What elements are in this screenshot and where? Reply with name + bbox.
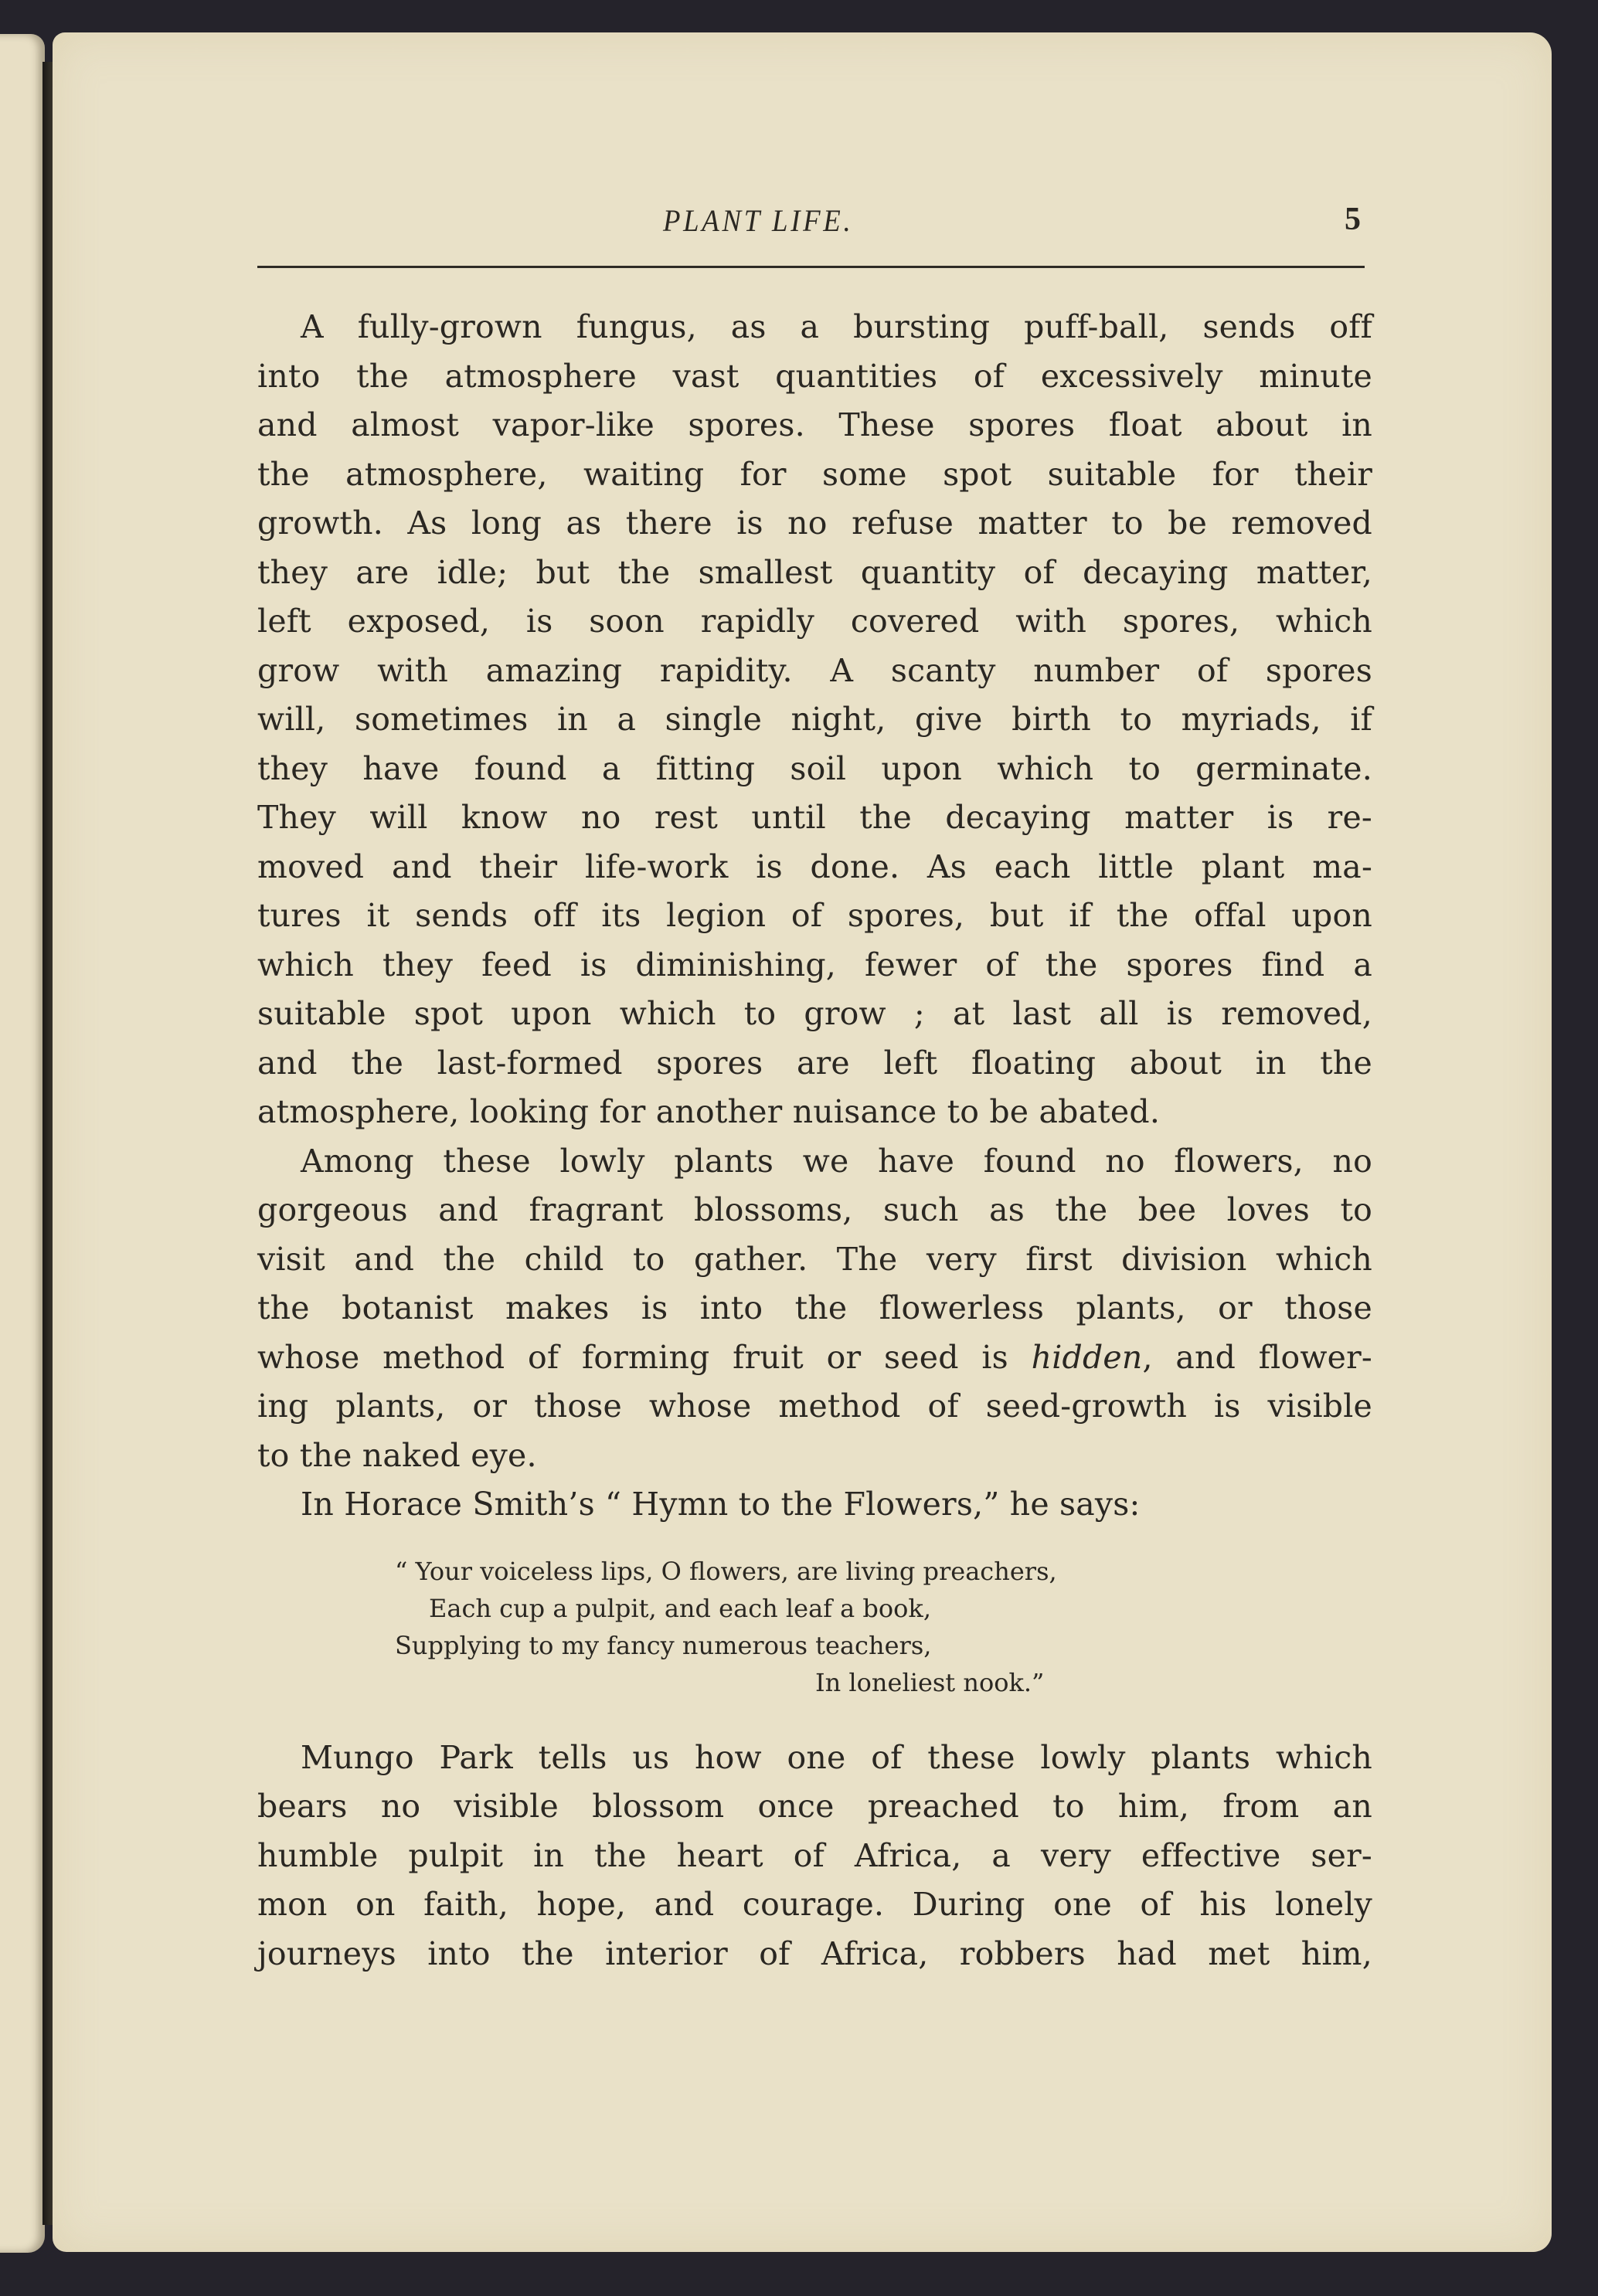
text-segment: , and flower- [1142, 1338, 1372, 1376]
text-line: visit and the child to gather. The very first division which [257, 1240, 1372, 1278]
text-line: ing plants, or those whose method of seed-growth is visible [257, 1387, 1372, 1425]
text-line: They will know no rest until the decaying matter is re- [257, 799, 1372, 836]
poem-quotation [257, 1553, 1372, 1701]
poem-line: “ Your voiceless lips, O flowers, are living preachers, [395, 1556, 1057, 1586]
text-line-with-italic [257, 1333, 1372, 1383]
paragraph-mungo-park [257, 1734, 1372, 1979]
poem-line: In loneliest nook.” [815, 1667, 1045, 1697]
header-rule [257, 266, 1365, 268]
text-line: bears no visible blossom once preached to him, from an [257, 1788, 1372, 1825]
running-head [53, 202, 1552, 256]
text-line: growth. As long as there is no refuse matter to be removed [257, 504, 1372, 542]
text-line: tures it sends off its legion of spores, but if the offal upon [257, 897, 1372, 934]
paragraph-flowerless [257, 1137, 1372, 1481]
text-line: the botanist makes is into the flowerless plants, or those [257, 1289, 1372, 1326]
text-line: journeys into the interior of Africa, robbers had met him, [257, 1934, 1372, 1972]
paragraph-fungus [257, 303, 1372, 1137]
paragraph-horace-smith [257, 1480, 1372, 1530]
text-line: grow with amazing rapidity. A scanty number of spores [257, 651, 1372, 689]
body-text [257, 303, 1372, 1978]
text-line: which they feed is diminishing, fewer of the spores find a [257, 946, 1372, 983]
text-line: Mungo Park tells us how one of these lowly plants which [301, 1738, 1372, 1776]
text-segment: whose method of forming fruit or seed is [257, 1338, 1032, 1376]
previous-page-edge [0, 34, 45, 2253]
text-line: A fully-grown fungus, as a bursting puff-ball, sends off [301, 308, 1372, 345]
text-line: and the last-formed spores are left floating about in the [257, 1044, 1372, 1082]
book-page [53, 32, 1552, 2252]
text-line: they are idle; but the smallest quantity of decaying matter, [257, 553, 1372, 591]
text-line: into the atmosphere vast quantities of excessively minute [257, 357, 1372, 395]
running-title: PLANT LIFE. [663, 203, 854, 238]
text-line: to the naked eye. [257, 1436, 537, 1474]
text-line: mon on faith, hope, and courage. During one of his lonely [257, 1886, 1372, 1923]
text-line: gorgeous and fragrant blossoms, such as the bee loves to [257, 1191, 1372, 1228]
text-line: and almost vapor-like spores. These spores float about in [257, 406, 1372, 443]
italic-word-hidden: hidden [1031, 1338, 1143, 1376]
text-line: humble pulpit in the heart of Africa, a very effective ser- [257, 1836, 1372, 1874]
book-gutter [42, 62, 53, 2225]
text-line: In Horace Smith’s “ Hymn to the Flowers,” he says: [301, 1486, 1141, 1523]
poem-line: Each cup a pulpit, and each leaf a book, [429, 1593, 931, 1623]
page-number: 5 [1345, 202, 1361, 237]
text-line: moved and their life-work is done. As each little plant ma- [257, 847, 1372, 885]
text-line: will, sometimes in a single night, give birth to myriads, if [257, 701, 1372, 738]
text-line: left exposed, is soon rapidly covered with spores, which [257, 603, 1372, 640]
text-line: atmosphere, looking for another nuisance to be abated. [257, 1093, 1161, 1130]
text-line: they have found a fitting soil upon which to germinate. [257, 749, 1372, 787]
text-line: suitable spot upon which to grow ; at last all is removed, [257, 995, 1372, 1032]
text-line: Among these lowly plants we have found no flowers, no [301, 1142, 1372, 1180]
text-line: the atmosphere, waiting for some spot suitable for their [257, 455, 1372, 493]
poem-line: Supplying to my fancy numerous teachers, [395, 1630, 932, 1660]
